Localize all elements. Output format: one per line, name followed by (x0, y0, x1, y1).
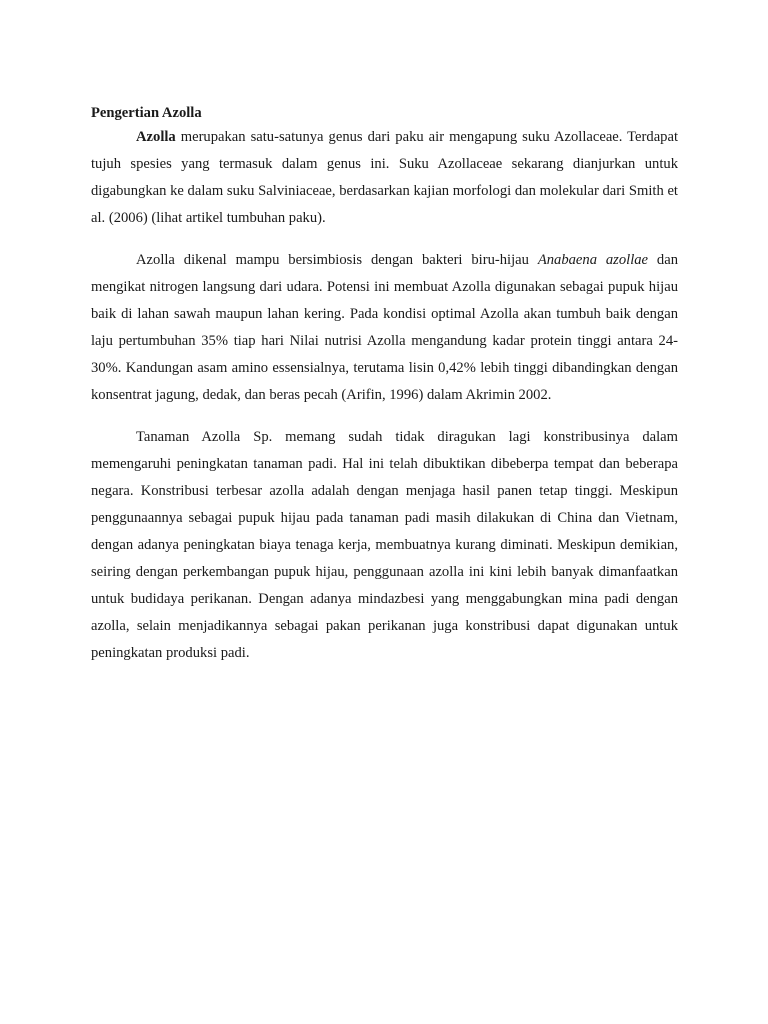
paragraph-3 (91, 424, 678, 667)
italic-term-anabaena: Anabaena azollae (537, 252, 649, 268)
paragraph-1-text: merupakan satu-satunya genus dari paku air mengapung suku Azollaceae. Terdapat tujuh spesies yang termasuk dalam genus ini. Suku Azollaceae sekarang dianjurkan untuk digabungkan ke dalam suku Salviniaceae, berdasarkan kajian morfologi dan molekular dari Smith et al. (2006) (lihat artikel tumbuhan paku). (91, 129, 678, 226)
document-page (91, 103, 678, 667)
paragraph-1 (91, 124, 678, 232)
section-heading: Pengertian Azolla (91, 105, 202, 121)
paragraph-3-text: Tanaman Azolla Sp. memang sudah tidak diragukan lagi konstribusinya dalam memengaruhi peningkatan tanaman padi. Hal ini telah dibuktikan dibeberpa tempat dan beberapa negara. Konstribusi terbesar azolla adalah dengan menjaga hasil panen tetap tinggi. Meskipun penggunaannya sebagai pupuk hijau pada tanaman padi masih dilakukan di China dan Vietnam, dengan adanya peningkatan biaya tenaga kerja, membuatnya kurang diminati. Meskipun demikian, seiring dengan perkembangan pupuk hijau, penggunaan azolla ini kini lebih banyak dimanfaatkan untuk budidaya perikanan. Dengan adanya mindazbesi yang menggabungkan mina padi dengan azolla, selain menjadikannya sebagai pakan perikanan juga konstribusi dapat digunakan untuk peningkatan produksi padi. (91, 429, 678, 661)
paragraph-2-text-after: dan mengikat nitrogen langsung dari udara. Potensi ini membuat Azolla digunakan sebagai pupuk hijau baik di lahan sawah maupun lahan kering. Pada kondisi optimal Azolla akan tumbuh baik dengan laju pertumbuhan 35% tiap hari Nilai nutrisi Azolla mengandung kadar protein tinggi antara 24-30%. Kandungan asam amino essensialnya, terutama lisin 0,42% lebih tinggi dibandingkan dengan konsentrat jagung, dedak, dan beras pecah (Arifin, 1996) dalam Akrimin 2002. (91, 252, 678, 403)
bold-term-azolla: Azolla (136, 129, 176, 145)
paragraph-2-text-before: Azolla dikenal mampu bersimbiosis dengan bakteri biru-hijau (136, 252, 538, 268)
paragraph-2 (91, 247, 678, 409)
